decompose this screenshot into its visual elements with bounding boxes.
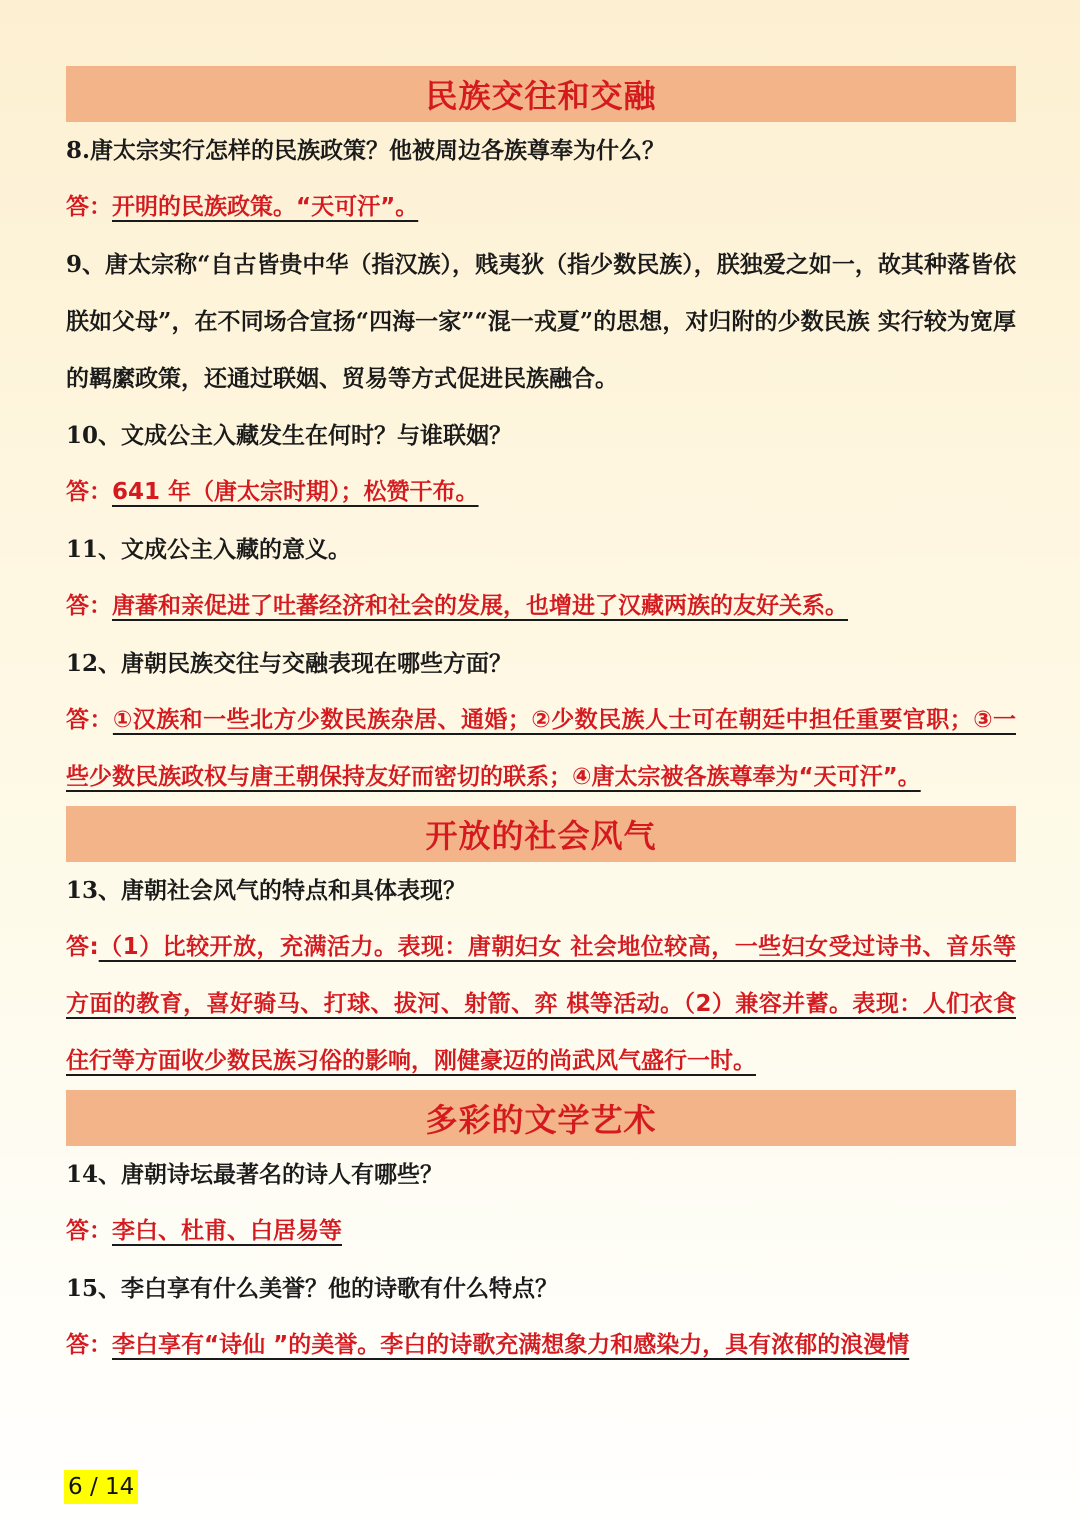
section-header-ethnic-exchange: 民族交往和交融 (66, 66, 1016, 122)
answer-label: 答： (66, 1332, 112, 1358)
answer-text: （1）比较开放，充满活力。表现：唐朝妇女 社会地位较高，一些妇女受过诗书、音乐等方面的教育，喜好骑马、打球、拔河、射箭、弈 棋等活动。（2）兼容并蓄。表现：人们衣食住行等方面收少数民族习俗的影响，刚健豪迈的尚武风气盛行一时。 (66, 934, 1016, 1074)
answer-12 (66, 692, 1016, 806)
answer-text: 641 年（唐太宗时期）；松赞干布。 (112, 479, 479, 505)
section-header-literature-art: 多彩的文学艺术 (66, 1090, 1016, 1146)
paragraph-9: 9、唐太宗称“自古皆贵中华（指汉族），贱夷狄（指少数民族），朕独爱之如一，故其种落皆依朕如父母”，在不同场合宣扬“四海一家”“混一戎夏”的思想，对归附的少数民族 实行较为宽厚的羁縻政策，还通过联姻、贸易等方式促进民族融合。 (66, 251, 1016, 392)
question-10: 10、文成公主入藏发生在何时？与谁联姻？ (66, 422, 513, 449)
question-14: 14、唐朝诗坛最著名的诗人有哪些？ (66, 1161, 444, 1188)
answer-label: 答： (66, 479, 112, 505)
answer-text: 唐蕃和亲促进了吐蕃经济和社会的发展，也增进了汉藏两族的友好关系。 (112, 593, 848, 619)
section-header-open-society: 开放的社会风气 (66, 806, 1016, 862)
answer-text: 李白、杜甫、白居易等 (112, 1218, 342, 1244)
question-13: 13、唐朝社会风气的特点和具体表现？ (66, 877, 467, 904)
answer-text: 李白享有“诗仙 ”的美誉。李白的诗歌充满想象力和感染力，具有浓郁的浪漫情 (112, 1332, 910, 1358)
answer-label: 答： (66, 194, 112, 220)
answer-label: 答： (66, 707, 113, 733)
question-8: 8.唐太宗实行怎样的民族政策？他被周边各族尊奉为什么？ (66, 137, 666, 164)
question-12: 12、唐朝民族交往与交融表现在哪些方面？ (66, 650, 513, 677)
answer-11 (66, 578, 1016, 635)
content (66, 66, 1016, 1374)
question-11: 11、文成公主入藏的意义。 (66, 536, 352, 563)
answer-label: 答： (66, 593, 112, 619)
answer-14 (66, 1203, 1016, 1260)
answer-13 (66, 919, 1016, 1090)
answer-label: 答： (66, 1218, 112, 1244)
page-number: 6 / 14 (64, 1470, 138, 1504)
answer-8 (66, 179, 1016, 236)
answer-10 (66, 464, 1016, 521)
answer-label: 答: (66, 934, 99, 960)
question-15: 15、李白享有什么美誉？他的诗歌有什么特点？ (66, 1275, 559, 1302)
answer-15 (66, 1317, 1016, 1374)
answer-text: 开明的民族政策。“天可汗”。 (112, 194, 419, 220)
answer-text: ①汉族和一些北方少数民族杂居、通婚；②少数民族人士可在朝廷中担任重要官职；③一些少数民族政权与唐王朝保持友好而密切的联系；④唐太宗被各族尊奉为“天可汗”。 (66, 707, 1017, 790)
